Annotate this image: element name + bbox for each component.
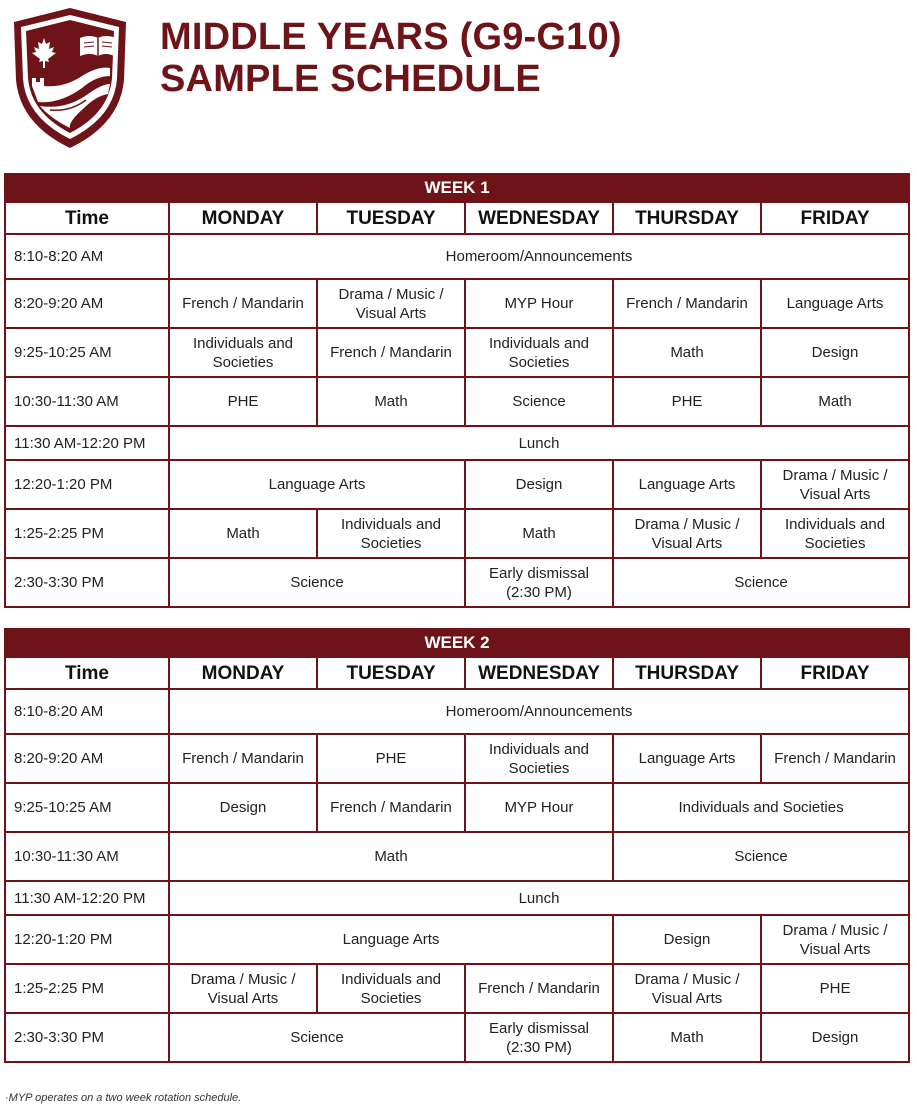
time-slot: 1:25-2:25 PM xyxy=(5,964,169,1013)
class-cell: Language Arts xyxy=(613,734,761,783)
day-header-tuesday: TUESDAY xyxy=(317,657,465,689)
class-cell: Drama / Music / Visual Arts xyxy=(613,964,761,1013)
week2-body xyxy=(5,689,909,1062)
time-slot: 8:10-8:20 AM xyxy=(5,689,169,734)
title-line-1: MIDDLE YEARS (G9-G10) xyxy=(160,16,622,58)
class-cell: PHE xyxy=(761,964,909,1013)
class-cell: Design xyxy=(761,328,909,377)
class-cell: Math xyxy=(169,509,317,558)
table-row xyxy=(5,783,909,832)
time-slot: 2:30-3:30 PM xyxy=(5,1013,169,1062)
time-slot: 11:30 AM-12:20 PM xyxy=(5,426,169,460)
table-row xyxy=(5,964,909,1013)
class-cell: Science xyxy=(613,832,909,881)
day-header-monday: MONDAY xyxy=(169,202,317,234)
class-cell: Math xyxy=(613,328,761,377)
class-cell: Homeroom/Announcements xyxy=(169,234,909,279)
table-row xyxy=(5,460,909,509)
class-cell: French / Mandarin xyxy=(465,964,613,1013)
table-row xyxy=(5,234,909,279)
day-header-friday: FRIDAY xyxy=(761,202,909,234)
class-cell: PHE xyxy=(169,377,317,426)
class-cell: French / Mandarin xyxy=(169,279,317,328)
day-header-friday: FRIDAY xyxy=(761,657,909,689)
class-cell: French / Mandarin xyxy=(169,734,317,783)
class-cell: Math xyxy=(169,832,613,881)
class-cell: Drama / Music / Visual Arts xyxy=(317,279,465,328)
class-cell: Science xyxy=(465,377,613,426)
time-slot: 11:30 AM-12:20 PM xyxy=(5,881,169,915)
class-cell: Homeroom/Announcements xyxy=(169,689,909,734)
week1-day-header-row xyxy=(5,202,909,234)
day-header-tuesday: TUESDAY xyxy=(317,202,465,234)
school-crest-icon xyxy=(10,6,130,150)
class-cell: Design xyxy=(613,915,761,964)
class-cell: Math xyxy=(317,377,465,426)
class-cell: Design xyxy=(169,783,317,832)
day-header-time: Time xyxy=(5,657,169,689)
time-slot: 9:25-10:25 AM xyxy=(5,328,169,377)
class-cell: Lunch xyxy=(169,426,909,460)
week2-schedule-table xyxy=(4,628,910,1063)
table-row xyxy=(5,377,909,426)
week2-day-header-row xyxy=(5,657,909,689)
page-title xyxy=(160,16,622,100)
class-cell: Drama / Music / Visual Arts xyxy=(169,964,317,1013)
class-cell: Individuals and Societies xyxy=(317,964,465,1013)
class-cell: MYP Hour xyxy=(465,783,613,832)
time-slot: 10:30-11:30 AM xyxy=(5,832,169,881)
table-row xyxy=(5,881,909,915)
time-slot: 8:20-9:20 AM xyxy=(5,734,169,783)
class-cell: French / Mandarin xyxy=(317,783,465,832)
day-header-monday: MONDAY xyxy=(169,657,317,689)
day-header-wednesday: WEDNESDAY xyxy=(465,202,613,234)
class-cell: Math xyxy=(465,509,613,558)
class-cell: Individuals and Societies xyxy=(317,509,465,558)
week1-body xyxy=(5,234,909,607)
day-header-thursday: THURSDAY xyxy=(613,202,761,234)
class-cell: PHE xyxy=(613,377,761,426)
week1-schedule-table xyxy=(4,173,910,608)
day-header-wednesday: WEDNESDAY xyxy=(465,657,613,689)
class-cell: PHE xyxy=(317,734,465,783)
table-row xyxy=(5,558,909,607)
class-cell: Individuals and Societies xyxy=(465,734,613,783)
class-cell: Science xyxy=(613,558,909,607)
table-row xyxy=(5,689,909,734)
table-row xyxy=(5,1013,909,1062)
class-cell: French / Mandarin xyxy=(761,734,909,783)
table-row xyxy=(5,509,909,558)
class-cell: Individuals and Societies xyxy=(761,509,909,558)
class-cell: Individuals and Societies xyxy=(613,783,909,832)
week2-title: WEEK 2 xyxy=(5,629,909,657)
class-cell: Language Arts xyxy=(169,460,465,509)
week1-title: WEEK 1 xyxy=(5,174,909,202)
class-cell: Drama / Music / Visual Arts xyxy=(613,509,761,558)
table-row xyxy=(5,328,909,377)
day-header-thursday: THURSDAY xyxy=(613,657,761,689)
class-cell: Individuals and Societies xyxy=(465,328,613,377)
table-row xyxy=(5,734,909,783)
class-cell: Individuals and Societies xyxy=(169,328,317,377)
class-cell: Design xyxy=(761,1013,909,1062)
class-cell: French / Mandarin xyxy=(317,328,465,377)
class-cell: Lunch xyxy=(169,881,909,915)
class-cell: Drama / Music / Visual Arts xyxy=(761,915,909,964)
title-line-2: SAMPLE SCHEDULE xyxy=(160,58,541,100)
table-row xyxy=(5,915,909,964)
class-cell: Language Arts xyxy=(169,915,613,964)
class-cell: Early dismissal (2:30 PM) xyxy=(465,558,613,607)
time-slot: 8:20-9:20 AM xyxy=(5,279,169,328)
class-cell: Design xyxy=(465,460,613,509)
class-cell: MYP Hour xyxy=(465,279,613,328)
class-cell: Drama / Music / Visual Arts xyxy=(761,460,909,509)
time-slot: 10:30-11:30 AM xyxy=(5,377,169,426)
class-cell: Science xyxy=(169,558,465,607)
class-cell: Science xyxy=(169,1013,465,1062)
table-row xyxy=(5,832,909,881)
footnote: ·MYP operates on a two week rotation schedule. xyxy=(5,1092,242,1104)
table-row xyxy=(5,426,909,460)
table-row xyxy=(5,279,909,328)
day-header-time: Time xyxy=(5,202,169,234)
class-cell: Language Arts xyxy=(613,460,761,509)
time-slot: 2:30-3:30 PM xyxy=(5,558,169,607)
time-slot: 8:10-8:20 AM xyxy=(5,234,169,279)
class-cell: Math xyxy=(761,377,909,426)
class-cell: Math xyxy=(613,1013,761,1062)
time-slot: 12:20-1:20 PM xyxy=(5,460,169,509)
class-cell: Early dismissal (2:30 PM) xyxy=(465,1013,613,1062)
time-slot: 9:25-10:25 AM xyxy=(5,783,169,832)
time-slot: 12:20-1:20 PM xyxy=(5,915,169,964)
class-cell: Language Arts xyxy=(761,279,909,328)
time-slot: 1:25-2:25 PM xyxy=(5,509,169,558)
class-cell: French / Mandarin xyxy=(613,279,761,328)
